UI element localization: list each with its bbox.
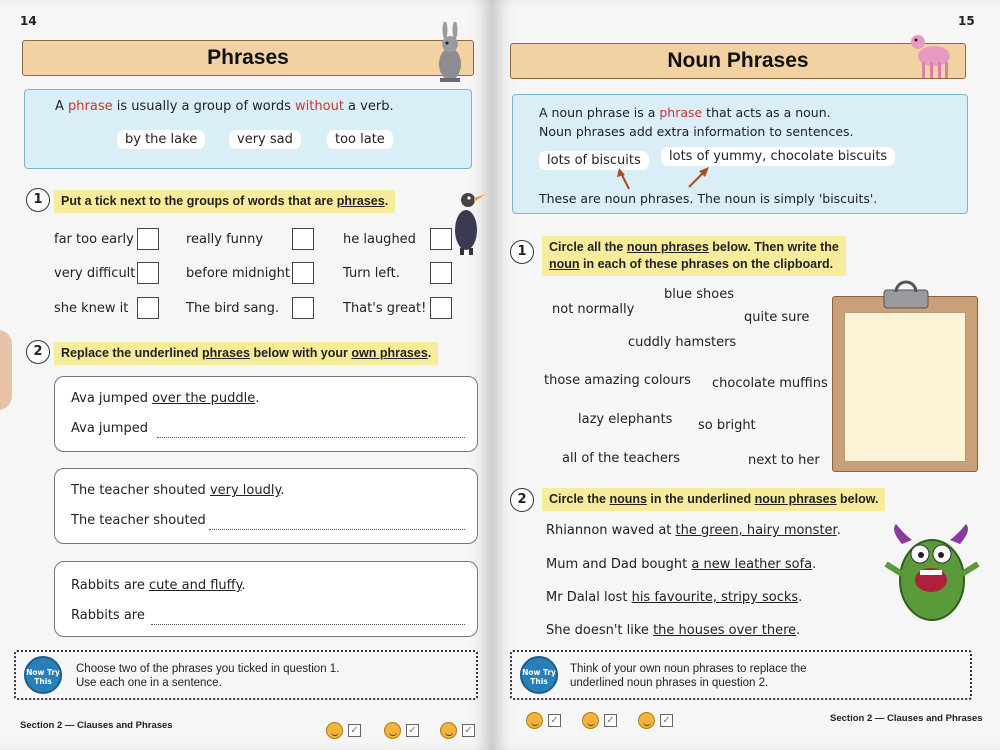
arrow-icons (609, 165, 719, 193)
phrase-option[interactable]: lazy elephants (578, 412, 673, 427)
phrase-info-box (24, 89, 472, 169)
question-instruction: Circle the nouns in the underlined noun phrases below. (542, 488, 885, 511)
tick-item-label: she knew it (54, 301, 129, 316)
phrase-option[interactable]: all of the teachers (562, 451, 681, 466)
now-try-this-text: Think of your own noun phrases to replace the underlined noun phrases in question 2. (570, 663, 807, 689)
answer-box (54, 468, 478, 544)
answer-box (54, 376, 478, 452)
now-try-this-badge: Now Try This (24, 656, 62, 694)
tick-item-label: very difficult (54, 266, 136, 281)
original-sentence: Rabbits are cute and fluffy. (71, 578, 246, 593)
smiley-icon (326, 722, 343, 739)
page-title-banner (510, 43, 966, 79)
question-number: 1 (510, 240, 534, 264)
tick-box[interactable] (292, 262, 314, 284)
phrase-option[interactable]: those amazing colours (544, 373, 691, 388)
page-title-banner (22, 40, 474, 76)
sentence-start: Rabbits are (71, 608, 145, 623)
smiley-icon (638, 712, 655, 729)
tick-item-label: The bird sang. (186, 301, 280, 316)
self-check-box[interactable]: ✓ (660, 714, 673, 727)
phrase-option[interactable]: so bright (698, 418, 756, 433)
noun-phrase-sentence: Mr Dalal lost his favourite, stripy socks. (546, 590, 803, 605)
tick-box[interactable] (292, 297, 314, 319)
bird-illustration (446, 180, 488, 256)
question-number: 2 (510, 488, 534, 512)
phrase-option[interactable]: chocolate muffins (712, 376, 828, 391)
noun-phrase-sentence: She doesn't like the houses over there. (546, 623, 801, 638)
smiley-icon (582, 712, 599, 729)
noun-phrase-info-box (512, 94, 968, 214)
phrase-option[interactable]: quite sure (744, 310, 810, 325)
sentence-start: The teacher shouted (71, 513, 206, 528)
now-try-this-box (14, 650, 478, 700)
footer-section-label: Section 2 — Clauses and Phrases (20, 720, 173, 731)
self-check-box[interactable]: ✓ (548, 714, 561, 727)
original-sentence: Ava jumped over the puddle. (71, 391, 260, 406)
self-check-box[interactable]: ✓ (406, 724, 419, 737)
clipboard-clip-icon (880, 278, 932, 312)
noun-phrase-sentence: Rhiannon waved at the green, hairy monster. (546, 523, 841, 538)
tick-box[interactable] (430, 262, 452, 284)
phrase-definition: A phrase is usually a group of words without a verb. (55, 99, 394, 114)
creature-illustration (906, 26, 960, 82)
phrase-option[interactable]: next to her (748, 453, 820, 468)
rabbit-illustration (428, 22, 474, 84)
answer-line[interactable] (157, 437, 465, 438)
noun-phrase-definition: A noun phrase is a phrase that acts as a noun. (539, 105, 831, 120)
page-number: 14 (20, 14, 37, 28)
tick-box[interactable] (137, 228, 159, 250)
clipboard-paper[interactable] (844, 312, 966, 462)
self-check-box[interactable]: ✓ (348, 724, 361, 737)
page-title: Noun Phrases (667, 49, 809, 72)
monster-illustration (882, 524, 980, 628)
underlined-noun-phrase[interactable]: a new leather sofa (691, 557, 813, 572)
fingertip (0, 330, 12, 410)
smiley-icon (384, 722, 401, 739)
tick-item-label: Turn left. (343, 266, 400, 281)
now-try-this-text: Choose two of the phrases you ticked in question 1. Use each one in a sentence. (76, 663, 340, 689)
smiley-icon (440, 722, 457, 739)
example-noun-phrase: lots of biscuits (539, 151, 649, 170)
tick-item-label: he laughed (343, 232, 416, 247)
example-phrase: too late (327, 130, 393, 149)
tick-item-label: really funny (186, 232, 264, 247)
answer-line[interactable] (209, 529, 465, 530)
question-number: 1 (26, 188, 50, 212)
self-check-box[interactable]: ✓ (462, 724, 475, 737)
tick-item-label: far too early (54, 232, 134, 247)
phrase-option[interactable]: cuddly hamsters (628, 335, 737, 350)
tick-box[interactable] (137, 297, 159, 319)
answer-line[interactable] (151, 624, 465, 625)
page-title: Phrases (207, 46, 289, 69)
sentence-start: Ava jumped (71, 421, 148, 436)
noun-phrase-note: These are noun phrases. The noun is simply 'biscuits'. (539, 191, 878, 206)
right-page (492, 0, 1000, 750)
question-instruction: Put a tick next to the groups of words that are phrases. (54, 190, 395, 213)
tick-box[interactable] (430, 297, 452, 319)
underlined-noun-phrase[interactable]: his favourite, stripy socks (631, 590, 799, 605)
question-number: 2 (26, 340, 50, 364)
tick-item-label: That's great! (343, 301, 427, 316)
example-noun-phrase: lots of yummy, chocolate biscuits (661, 147, 895, 166)
example-phrase: by the lake (117, 130, 205, 149)
original-sentence: The teacher shouted very loudly. (71, 483, 285, 498)
noun-phrase-sentence: Mum and Dad bought a new leather sofa. (546, 557, 817, 572)
tick-item-label: before midnight (186, 266, 290, 281)
tick-box[interactable] (430, 228, 452, 250)
tick-box[interactable] (137, 262, 159, 284)
now-try-this-badge: Now Try This (520, 656, 558, 694)
left-page (0, 0, 492, 750)
underlined-noun-phrase[interactable]: the houses over there (653, 623, 797, 638)
phrase-option[interactable]: blue shoes (664, 287, 734, 302)
example-phrase: very sad (229, 130, 301, 149)
noun-phrase-explanation: Noun phrases add extra information to sentences. (539, 124, 854, 139)
footer-section-label: Section 2 — Clauses and Phrases (830, 713, 983, 724)
smiley-icon (526, 712, 543, 729)
self-check-box[interactable]: ✓ (604, 714, 617, 727)
question-instruction: Replace the underlined phrases below with your own phrases. (54, 342, 438, 365)
answer-box (54, 561, 478, 637)
underlined-noun-phrase[interactable]: the green, hairy monster (675, 523, 837, 538)
page-number: 15 (958, 14, 975, 28)
phrase-option[interactable]: not normally (552, 302, 635, 317)
tick-box[interactable] (292, 228, 314, 250)
now-try-this-box (510, 650, 972, 700)
question-instruction: Circle all the noun phrases below. Then write the noun in each of these phrases on the clipboard. (542, 236, 846, 276)
